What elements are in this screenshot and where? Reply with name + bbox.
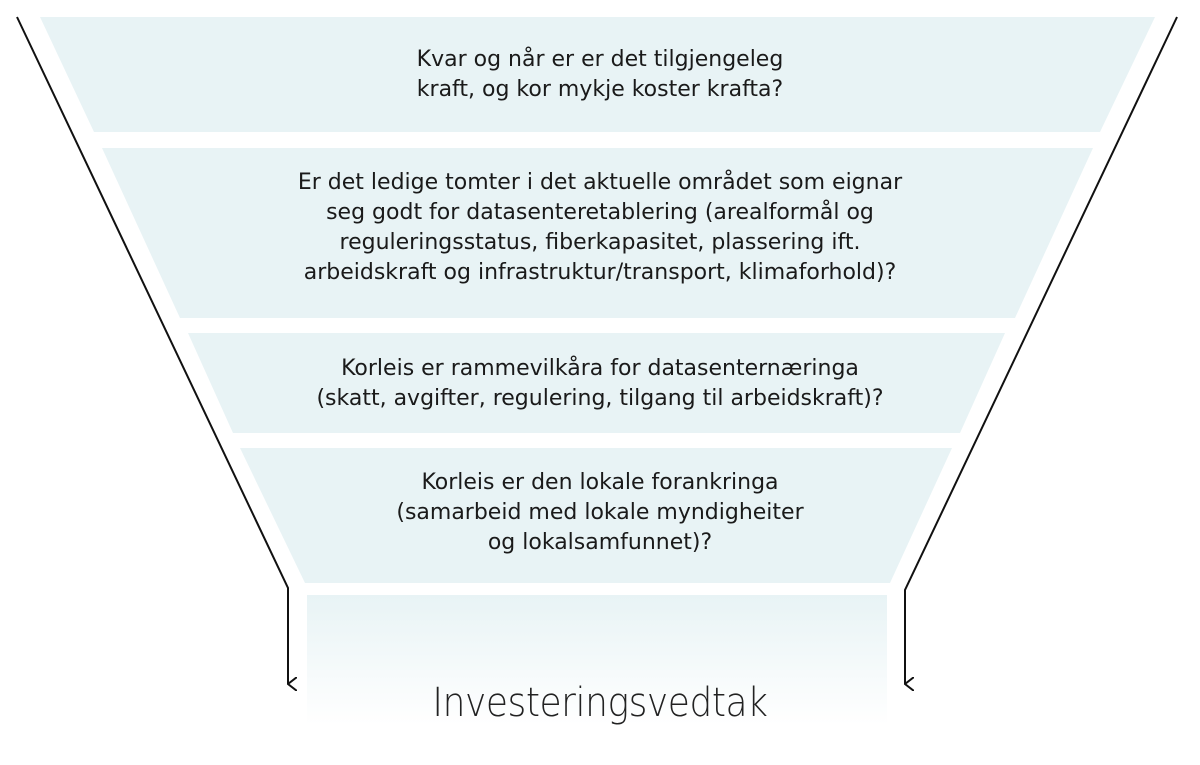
stage-3-text <box>0 354 1200 414</box>
stage-2-line: Er det ledige tomter i det aktuelle området som eignar <box>297 170 903 195</box>
stage-4-text <box>0 468 1200 558</box>
stage-3-line: Korleis er rammevilkåra for datasenternæringa <box>341 356 859 381</box>
stage-2-line: seg godt for datasenteretablering (arealformål og <box>326 200 874 225</box>
stage-4-line: (samarbeid med lokale myndigheiter <box>396 500 804 525</box>
stage-2-line: arbeidskraft og infrastruktur/transport, klimaforhold)? <box>303 260 897 285</box>
stage-4-line: Korleis er den lokale forankringa <box>421 470 779 495</box>
stage-2-text <box>0 168 1200 288</box>
stage-1-text <box>0 45 1200 105</box>
stage-2-line: reguleringsstatus, fiberkapasitet, plassering ift. <box>339 230 861 255</box>
stage-3-line: (skatt, avgifter, regulering, tilgang til arbeidskraft)? <box>316 386 884 411</box>
stage-4-line: og lokalsamfunnet)? <box>487 530 713 555</box>
stage-1-line: kraft, og kor mykje koster krafta? <box>416 77 784 102</box>
result-label: Investeringsvedtak <box>432 680 768 726</box>
stage-1-line: Kvar og når er er det tilgjengeleg <box>416 47 784 72</box>
